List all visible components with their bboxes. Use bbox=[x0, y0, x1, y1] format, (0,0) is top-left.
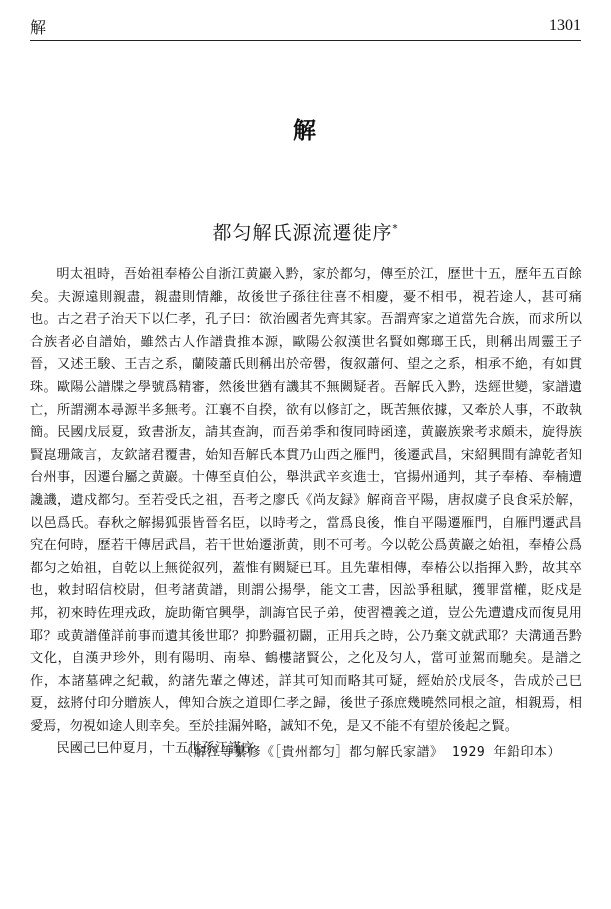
article-title bbox=[0, 218, 611, 245]
chapter-title-text: 解 bbox=[293, 117, 318, 144]
source-citation: （解江等纂修《［貴州都匀］都匀解氏家譜》 1929 年鉛印本） bbox=[180, 745, 561, 760]
chapter-title bbox=[0, 112, 611, 145]
article-title-text: 都匀解氏源流遷徙序 bbox=[212, 222, 393, 244]
body-paragraph: 明太祖時，吾始祖奉椿公自浙江黄巖入黔，家於都匀，傳至於江，歷世十五，歷年五百餘矣。夫源遠則親盡，親盡則情離，故後世子孫往往喜不相慶，憂不相弔，視若途人，甚可痛也。古之君子治天下以仁孝，孔子曰：欲治國者先齊其家。吾謂齊家之道當先合族，而求所以合族者必自譜始，雖然古人作譜貴推本源，歐陽公叙漢世名賢如鄭瑯王氏，則稱出周靈王子晉，又述王駿、王吉之系，蘭陵蕭氏則稱出於帝嚳，復叙蕭何、望之之系，相承不絶，有如貫珠。歐陽公譜牒之學號爲精審，然後世猶有譏其不無闕疑者。吾解氏入黔，迭經世變，家譜遺亡，所謂溯本尋源半多無考。江襄不自揆，欲有以修訂之，既苦無依據，又牽於人事，不敢執簡。民國戊辰夏，致書浙友，請其查詢，而吾弟季和復同時函達，黄巖族衆考求頗未，旋得族賢崑珊箴言，友欽諸君覆書，始知吾解氏本貫乃山西之雁門，後遷武昌，宋紹興間有諱乾者知台州事，因遷台屬之黄巖。十傳至貞伯公，舉洪武辛亥進士，官揚州通判，其子奉椿、奉楠遭讒譏，遺戍都匀。至若受氏之祖，吾考之廖氏《尚友録》解商音平陽，唐叔虞子良食采於解，以邑爲氏。春秋之解揚狐張皆晉名臣，以時考之，當爲良後，惟自平陽遷雁門，自雁門遷武昌究在何時，歷若干傳居武昌，若干世始遷浙黄，則不可考。今以乾公爲黄巖之始祖，奉椿公爲都匀之始祖，自乾以上無從叙列，蓋惟有闕疑已耳。且先輩相傳，奉椿公以指揮入黔，故其卒也，敕封昭信校尉，但考諸黄譜，則謂公揚學，能文工書，因訟爭租賦，獲罪當權，貶戍是邦，初來時佐理戎政，旋助衛官興學，訓誨官民子弟，使習禮義之道，豈公先遭遺戍而復見用耶？或黄譜僅詳前事而遺其後世耶？抑黔疆初闢，正用兵之時，公乃棄文就武耶？夫溝通吾黔文化，自漢尹珍外，則有陽明、南皋、鶴樓諸賢公，之化及匀人，當可並駕而馳矣。是譜之作，本諸墓碑之紀載，約諸先輩之傳述，詳其可知而略其可疑，經始於戊辰冬，告成於己巳夏，玆將付印分贈族人，俾知合族之道即仁孝之歸，後世子孫庶幾曉然同根之誼，相親焉，相愛焉，勿視如途人則幸矣。至於挂漏舛略，誠知不免，是又不能不有望於後起之賢。 bbox=[30, 267, 582, 734]
running-title: 解 bbox=[30, 17, 47, 37]
page-number: 1301 bbox=[549, 17, 581, 34]
running-header bbox=[30, 14, 581, 38]
article-body bbox=[30, 264, 582, 761]
header-divider bbox=[30, 40, 581, 41]
signature-line: 民國己巳仲夏月，十五世孫江謹序 bbox=[56, 741, 255, 757]
footnote-mark: * bbox=[392, 223, 399, 235]
